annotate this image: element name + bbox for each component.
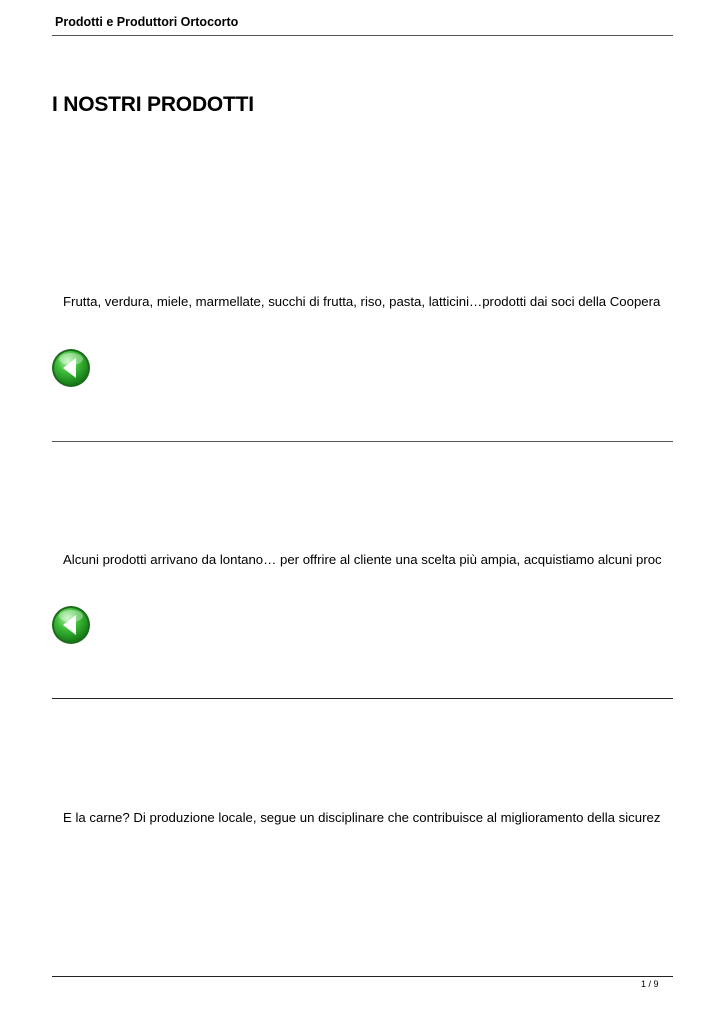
back-button-1[interactable] xyxy=(51,348,91,388)
page-title: I NOSTRI PRODOTTI xyxy=(52,93,254,116)
section-text-1: Frutta, verdura, miele, marmellate, succhi di frutta, riso, pasta, latticini…prodotti dai soci della Coopera xyxy=(63,294,661,309)
back-arrow-icon xyxy=(51,605,91,645)
header-divider xyxy=(52,35,673,36)
section-text-2: Alcuni prodotti arrivano da lontano… per offrire al cliente una scelta più ampia, acquistiamo alcuni proc xyxy=(63,552,662,567)
section-divider-2 xyxy=(52,698,673,699)
back-arrow-icon xyxy=(51,348,91,388)
back-button-2[interactable] xyxy=(51,605,91,645)
page-number: 1 / 9 xyxy=(641,979,659,989)
section-divider-1 xyxy=(52,441,673,442)
section-text-3: E la carne? Di produzione locale, segue un disciplinare che contribuisce al miglioramento della sicurez xyxy=(63,810,661,825)
footer-divider xyxy=(52,976,673,977)
header-title: Prodotti e Produttori Ortocorto xyxy=(55,15,239,29)
